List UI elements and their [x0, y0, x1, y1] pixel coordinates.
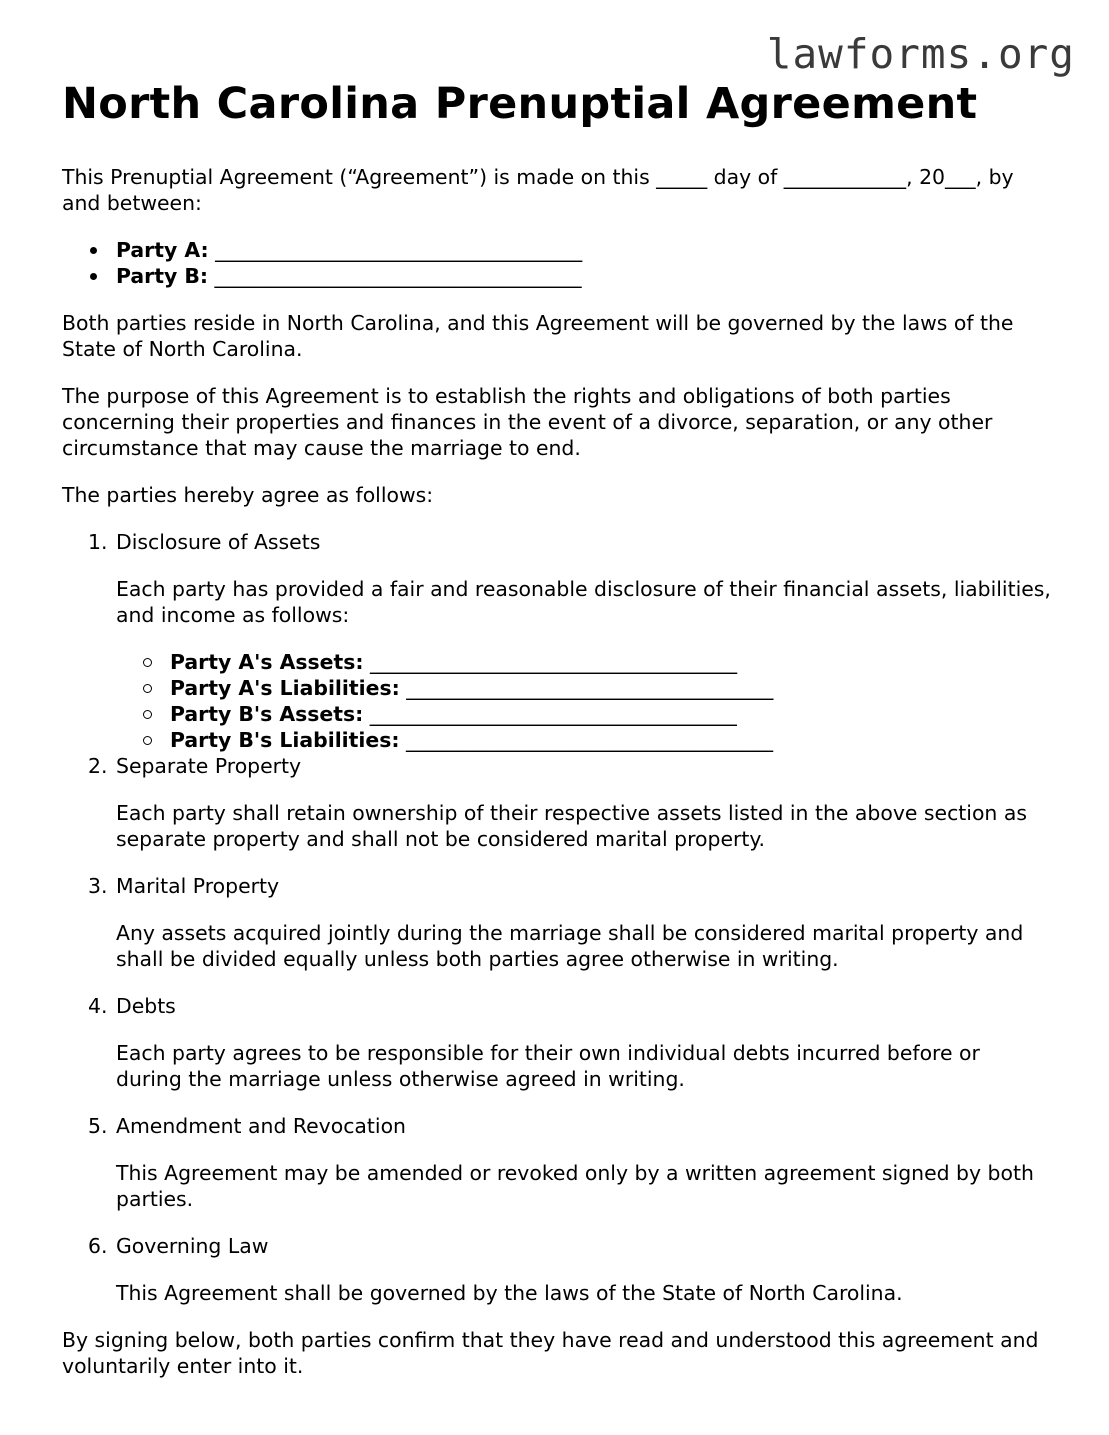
document-page — [62, 78, 1052, 1400]
section-title: Debts — [116, 994, 176, 1018]
section-3 — [62, 873, 1052, 972]
asset-item — [143, 649, 1052, 675]
section-title: Separate Property — [116, 754, 302, 778]
party-b-line — [89, 263, 1052, 289]
section-2 — [62, 753, 1052, 852]
section-number: 4. — [88, 994, 108, 1018]
section-title: Marital Property — [116, 874, 280, 898]
asset-label: Party A's Assets: — [170, 650, 364, 674]
page-title: North Carolina Prenuptial Agreement — [62, 79, 978, 129]
section-body: Any assets acquired jointly during the marriage shall be considered marital property and shall be divided equally unless both parties agree otherwise in writing. — [116, 921, 1024, 971]
intro-paragraph: This Prenuptial Agreement (“Agreement”) is made on this _____ day of ____________, 20___, by and between: — [62, 165, 1014, 215]
section-number: 6. — [88, 1234, 108, 1258]
section-1 — [62, 529, 1052, 753]
asset-label: Party B's Assets: — [170, 702, 364, 726]
sections-list — [62, 529, 1052, 1306]
party-a-line — [89, 237, 1052, 263]
section-title: Disclosure of Assets — [116, 530, 321, 554]
section-body: Each party has provided a fair and reasonable disclosure of their financial assets, liabilities, and income as follows: — [116, 577, 1051, 627]
residence-paragraph: Both parties reside in North Carolina, and this Agreement will be governed by the laws of the State of North Carolina. — [62, 311, 1014, 361]
section-6 — [62, 1233, 1052, 1306]
parties-list — [89, 237, 1052, 289]
party-b-blank: ____________________________________ — [214, 264, 582, 288]
section-number: 2. — [88, 754, 108, 778]
party-b-label: Party B: — [116, 264, 209, 288]
section-number: 1. — [88, 530, 108, 554]
section-body: Each party shall retain ownership of their respective assets listed in the above section as separate property and shall not be considered marital property. — [116, 801, 1027, 851]
section-title: Governing Law — [116, 1234, 269, 1258]
section-body: Each party agrees to be responsible for their own individual debts incurred before or during the marriage unless otherwise agreed in writing. — [116, 1041, 980, 1091]
party-a-label: Party A: — [116, 238, 209, 262]
agree-intro: The parties hereby agree as follows: — [62, 483, 434, 507]
site-watermark: lawforms.org — [766, 30, 1075, 78]
section-number: 3. — [88, 874, 108, 898]
section-number: 5. — [88, 1114, 108, 1138]
party-a-blank: ____________________________________ — [215, 238, 583, 262]
asset-label: Party B's Liabilities: — [170, 728, 400, 752]
section-body: This Agreement may be amended or revoked only by a written agreement signed by both parties. — [116, 1161, 1034, 1211]
section-body: This Agreement shall be governed by the laws of the State of North Carolina. — [116, 1281, 903, 1305]
asset-blank: ____________________________________ — [406, 728, 774, 752]
closing-paragraph: By signing below, both parties confirm that they have read and understood this agreement and voluntarily enter into it. — [62, 1328, 1039, 1378]
purpose-paragraph: The purpose of this Agreement is to establish the rights and obligations of both parties concerning their properties and finances in the event of a divorce, separation, or any other circumstance that may cause the marriage to end. — [62, 384, 993, 460]
asset-list — [143, 649, 1052, 753]
asset-blank: ____________________________________ — [369, 702, 737, 726]
asset-blank: ____________________________________ — [406, 676, 774, 700]
asset-item — [143, 701, 1052, 727]
section-4 — [62, 993, 1052, 1092]
asset-item — [143, 727, 1052, 753]
asset-item — [143, 675, 1052, 701]
asset-label: Party A's Liabilities: — [170, 676, 400, 700]
section-5 — [62, 1113, 1052, 1212]
asset-blank: ____________________________________ — [370, 650, 738, 674]
section-title: Amendment and Revocation — [116, 1114, 406, 1138]
